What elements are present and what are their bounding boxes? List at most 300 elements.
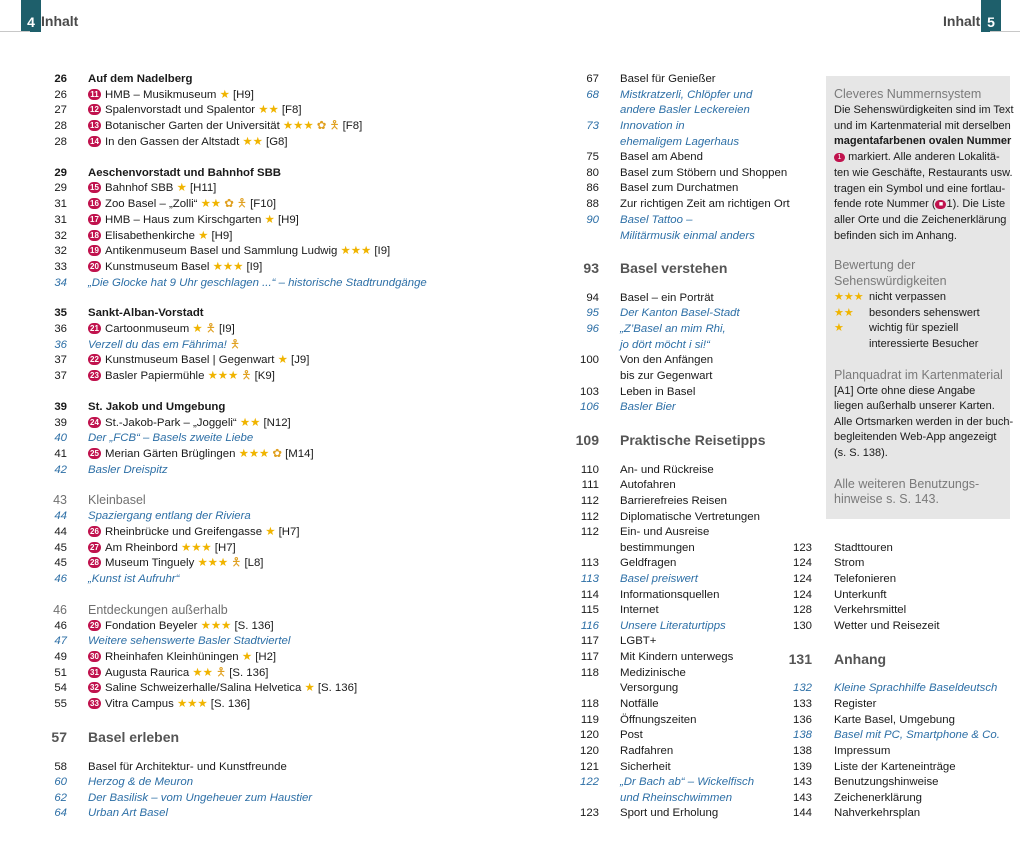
toc-page-number: 143 [792, 776, 812, 788]
toc-entry-title [834, 696, 876, 712]
toc-entry-title [88, 180, 216, 196]
toc-entry-title [620, 665, 686, 681]
toc-entry-label: Am Rheinbord [105, 542, 178, 554]
toc-entry-title [620, 212, 692, 228]
toc-page-number: 55 [54, 698, 67, 710]
toc-entry-title [88, 571, 179, 587]
toc-entry-title [620, 368, 712, 384]
toc-entry-label: Basel zum Durchatmen [620, 182, 739, 194]
toc-page-number: 143 [792, 792, 812, 804]
sight-number-badge: 16 [88, 198, 101, 209]
toc-entry-title [88, 633, 290, 649]
box-heading-rating: Bewertung der [834, 258, 916, 272]
toc-entry-title [620, 462, 714, 478]
sight-number-badge: 28 [88, 557, 101, 568]
toc-entry-label: Basel zum Stöbern und Shoppen [620, 167, 788, 179]
sight-number-badge: 18 [88, 230, 101, 241]
toc-entry-label: Leben in Basel [620, 386, 696, 398]
toc-entry-label: HMB – Musikmuseum [105, 89, 217, 101]
toc-page-number: 138 [792, 729, 812, 741]
toc-entry-label: Vitra Campus [105, 698, 174, 710]
toc-entry-title [620, 712, 696, 728]
toc-page-number: 37 [54, 370, 67, 382]
toc-entry-title [834, 712, 955, 728]
sight-number-badge: 17 [88, 214, 101, 225]
toc-entry-title [88, 665, 268, 681]
toc-entry-label: „Z’Basel an mim Rhi, [620, 323, 726, 335]
toc-entry-label: „Kunst ist Aufruhr“ [88, 573, 180, 585]
toc-entry-label: Unterkunft [834, 589, 887, 601]
toc-entry-title [88, 305, 204, 321]
toc-entry-label: Zoo Basel – „Zolli“ [105, 198, 198, 210]
toc-page-number: 114 [580, 589, 599, 601]
toc-page-number: 120 [579, 729, 599, 741]
category-icons: ✿ 🯅 [316, 120, 340, 132]
rating-stars: ★★★ [834, 291, 864, 303]
toc-entry-title [834, 727, 1000, 743]
toc-page-number: 80 [586, 167, 599, 179]
toc-entry-title [88, 102, 302, 118]
toc-entry-title [620, 743, 673, 759]
map-grid-reference: [H7] [278, 526, 300, 538]
category-icons: ✿ 🯅 [224, 198, 247, 210]
toc-entry-title [88, 524, 300, 540]
toc-entry-label: Basel preiswert [620, 573, 698, 585]
toc-entry-title [620, 540, 695, 556]
sight-number-badge: 22 [88, 354, 101, 365]
toc-entry-title [834, 555, 864, 571]
toc-entry-title [834, 651, 886, 669]
toc-entry-title [620, 290, 714, 306]
sight-number-badge: 33 [88, 698, 101, 709]
toc-entry-label: Benutzungshinweise [834, 776, 939, 788]
map-grid-reference: [L8] [244, 557, 264, 569]
toc-entry-title [834, 680, 997, 696]
toc-entry-label: Basel erleben [88, 729, 180, 745]
map-grid-reference: [I9] [374, 245, 391, 257]
toc-entry-label: Spaziergang entlang der Riviera [88, 510, 251, 522]
toc-entry-label: Botanischer Garten der Universität [105, 120, 280, 132]
toc-entry-title [88, 430, 253, 446]
toc-entry-label: Augusta Raurica [105, 667, 190, 679]
rating-stars: ★★ [192, 667, 213, 679]
sight-number-badge: 21 [88, 323, 101, 334]
toc-entry-title [88, 228, 232, 244]
toc-entry-label: HMB – Haus zum Kirschgarten [105, 214, 262, 226]
toc-entry-label: Fondation Beyeler [105, 620, 198, 632]
rating-stars: ★ [176, 182, 187, 194]
toc-entry-label: Weitere sehenswerte Basler Stadtviertel [88, 635, 291, 647]
toc-entry-title [620, 305, 740, 321]
toc-page-number: 112 [580, 495, 599, 507]
box-text-line [834, 197, 1005, 213]
toc-entry-label: Öffnungszeiten [620, 714, 697, 726]
toc-entry-label: und Rheinschwimmen [620, 792, 733, 804]
map-grid-reference: [H2] [255, 651, 277, 663]
toc-page-number: 47 [54, 635, 67, 647]
toc-entry-label: Wetter und Reisezeit [834, 620, 940, 632]
map-grid-reference: [N12] [263, 417, 291, 429]
toc-page-number: 39 [54, 401, 67, 413]
toc-entry-title [834, 759, 956, 775]
box-text-fragment: markiert. Alle anderen Lokalitä- [848, 151, 1000, 164]
toc-entry-label: Aeschenvorstadt und Bahnhof SBB [88, 167, 282, 179]
toc-entry-label: Nahverkehrsplan [834, 807, 921, 819]
sight-number-badge: 12 [88, 104, 101, 115]
toc-entry-title [88, 555, 263, 571]
toc-entry-label: Rheinhafen Kleinhüningen [105, 651, 239, 663]
toc-entry-label: Unsere Literaturtipps [620, 620, 726, 632]
toc-entry-label: Urban Art Basel [88, 807, 168, 819]
toc-entry-title [88, 696, 250, 712]
toc-page-number: 117 [580, 635, 599, 647]
toc-entry-label: Radfahren [620, 745, 674, 757]
toc-entry-label: „Die Glocke hat 9 Uhr geschlagen ...“ – historische Stadtrundgänge [88, 277, 427, 289]
toc-entry-label: Spalenvorstadt und Spalentor [105, 104, 256, 116]
toc-page-number: 45 [54, 542, 67, 554]
right-page-number: 5 [981, 0, 1001, 32]
toc-entry-title [620, 727, 643, 743]
toc-entry-title [620, 228, 755, 244]
toc-entry-title [620, 321, 726, 337]
toc-page-number: 122 [579, 776, 599, 788]
toc-entry-title [620, 87, 752, 103]
toc-entry-title [88, 508, 251, 524]
toc-page-number: 90 [586, 214, 599, 226]
toc-page-number: 118 [580, 667, 599, 679]
toc-entry-label: jo dört möcht i si!“ [620, 339, 710, 351]
sight-number-badge: 19 [88, 245, 101, 256]
toc-page-number: 119 [580, 714, 599, 726]
toc-page-number: 29 [54, 182, 67, 194]
toc-page-number: 26 [54, 89, 67, 101]
toc-entry-title [620, 555, 676, 571]
toc-entry-title [620, 260, 727, 278]
toc-entry-title [88, 462, 168, 478]
toc-entry-label: Saline Schweizerhalle/Salina Helvetica [105, 682, 302, 694]
toc-entry-title [88, 87, 254, 103]
toc-entry-title [620, 432, 766, 450]
toc-page-number: 139 [792, 761, 812, 773]
sight-number-badge: 20 [88, 261, 101, 272]
toc-page-number: 26 [54, 73, 67, 85]
box-heading-grid: Planquadrat im Kartenmaterial [834, 368, 1003, 382]
toc-entry-label: bis zur Gegenwart [620, 370, 713, 382]
toc-entry-title [620, 180, 738, 196]
toc-entry-title [88, 352, 309, 368]
rating-label: besonders sehenswert [869, 306, 980, 319]
map-grid-reference: [S. 136] [229, 667, 269, 679]
toc-page-number: 128 [792, 604, 812, 616]
map-grid-reference: [F8] [342, 120, 363, 132]
toc-entry-title [620, 384, 695, 400]
rating-stars: ★ [265, 526, 276, 538]
toc-page-number: 121 [579, 761, 599, 773]
toc-entry-label: Kleinbasel [88, 493, 146, 507]
toc-page-number: 115 [580, 604, 599, 616]
map-grid-reference: [J9] [291, 354, 310, 366]
toc-page-number: 28 [54, 120, 67, 132]
sight-number-badge: 23 [88, 370, 101, 381]
toc-page-number: 136 [792, 714, 812, 726]
toc-page-number: 28 [54, 136, 67, 148]
toc-entry-title [620, 102, 750, 118]
toc-entry-label: Zur richtigen Zeit am richtigen Ort [620, 198, 790, 210]
map-grid-reference: [S. 136] [210, 698, 251, 710]
toc-entry-title [620, 165, 787, 181]
toc-entry-label: Der Kanton Basel-Stadt [620, 307, 740, 319]
toc-entry-label: Ein- und Ausreise [620, 526, 710, 538]
toc-entry-label: Autofahren [620, 479, 676, 491]
category-icons: 🯅 [241, 370, 252, 382]
toc-entry-label: Mit Kindern unterwegs [620, 651, 734, 663]
toc-page-number: 57 [51, 729, 67, 745]
toc-entry-title [88, 446, 314, 462]
toc-entry-title [834, 618, 940, 634]
toc-entry-title [88, 729, 179, 747]
toc-page-number: 116 [580, 620, 599, 632]
toc-page-number: 54 [54, 682, 67, 694]
toc-page-number: 33 [54, 261, 67, 273]
toc-entry-label: An- und Rückreise [620, 464, 714, 476]
sight-number-badge: 31 [88, 667, 101, 678]
toc-entry-title [88, 259, 262, 275]
toc-entry-title [620, 649, 733, 665]
toc-entry-label: Karte Basel, Umgebung [834, 714, 955, 726]
toc-entry-label: „Dr Bach ab“ – Wickelfisch [620, 776, 755, 788]
rating-stars: ★★★ [197, 557, 229, 569]
toc-entry-title [834, 805, 920, 821]
toc-entry-title [620, 149, 703, 165]
toc-page-number: 35 [54, 307, 67, 319]
toc-page-number: 46 [54, 573, 67, 585]
toc-entry-label: bestimmungen [620, 542, 695, 554]
category-icons: 🯅 [231, 557, 242, 569]
toc-entry-title [88, 649, 276, 665]
toc-page-number: 123 [579, 807, 599, 819]
toc-entry-title [834, 540, 893, 556]
toc-entry-title [88, 337, 240, 353]
toc-page-number: 124 [792, 557, 812, 569]
left-page-header [0, 0, 200, 32]
map-grid-reference: [F10] [250, 198, 277, 210]
toc-entry-title [88, 805, 168, 821]
box-heading-more: hinweise s. S. 143. [834, 492, 939, 506]
toc-entry-label: Notfälle [620, 698, 659, 710]
toc-entry-title [88, 118, 362, 134]
toc-entry-label: St. Jakob und Umgebung [88, 401, 226, 413]
toc-entry-label: Sicherheit [620, 761, 671, 773]
sight-number-badge: 11 [88, 89, 101, 100]
toc-entry-title [88, 243, 390, 259]
rating-stars: ★★ [834, 306, 854, 319]
toc-entry-title [620, 337, 710, 353]
toc-page-number: 44 [54, 510, 67, 522]
toc-entry-title [620, 477, 676, 493]
toc-entry-label: Militärmusik einmal anders [620, 230, 755, 242]
map-grid-reference: [H11] [189, 182, 217, 194]
toc-entry-title [88, 759, 287, 775]
toc-page-number: 31 [54, 214, 67, 226]
toc-entry-title [88, 540, 236, 556]
toc-entry-title [620, 399, 676, 415]
toc-entry-label: Post [620, 729, 643, 741]
toc-page-number: 44 [54, 526, 67, 538]
map-grid-reference: [S. 136] [317, 682, 358, 694]
toc-page-number: 100 [579, 354, 599, 366]
box-text-line: liegen außerhalb unserer Karten. [834, 400, 995, 412]
toc-entry-title [620, 509, 760, 525]
box-heading-rating: Sehenswürdigkeiten [834, 274, 947, 288]
toc-entry-title [620, 587, 719, 603]
toc-entry-title [620, 805, 718, 821]
toc-entry-label: Elisabethenkirche [105, 230, 195, 242]
toc-entry-label: Liste der Karteneinträge [834, 761, 956, 773]
toc-entry-title [620, 602, 659, 618]
toc-entry-label: Basler Papiermühle [105, 370, 205, 382]
toc-entry-label: Basel mit PC, Smartphone & Co. [834, 729, 1000, 741]
sight-number-badge: 27 [88, 542, 101, 553]
rating-label: interessierte Besucher [869, 338, 979, 351]
toc-entry-label: Kunstmuseum Basel | Gegenwart [105, 354, 275, 366]
toc-entry-label: Telefonieren [834, 573, 897, 585]
rating-stars: ★ [198, 230, 209, 242]
sight-number-badge: 24 [88, 417, 101, 428]
box-text-line: begleitenden Web-App angezeigt [834, 431, 997, 444]
box-text-line: magentafarbenen ovalen Nummer [834, 135, 1012, 148]
left-page-number: 4 [21, 0, 41, 32]
toc-page-number: 37 [54, 354, 67, 366]
toc-entry-label: ehemaligem Lagerhaus [620, 136, 740, 148]
toc-entry-label: St.-Jakob-Park – „Joggeli“ [105, 417, 237, 429]
toc-page-number: 31 [54, 198, 67, 210]
toc-page-number: 64 [54, 807, 67, 819]
toc-entry-label: Innovation in [620, 120, 685, 132]
toc-entry-title [620, 571, 698, 587]
toc-page-number: 133 [792, 698, 812, 710]
toc-page-number: 40 [54, 432, 67, 444]
sight-number-badge: 1 [834, 153, 845, 162]
rating-stars: ★★★ [282, 120, 314, 132]
toc-entry-label: Versorgung [620, 682, 679, 694]
map-grid-reference: [I9] [246, 261, 263, 273]
map-grid-reference: [H9] [211, 230, 233, 242]
toc-entry-title [834, 602, 906, 618]
box-text-line: Alle Ortsmarken werden in der buch- [834, 415, 1014, 428]
toc-entry-label: Entdeckungen außerhalb [88, 603, 228, 617]
box-text-line: ten wie Geschäfte, Restaurants usw. [834, 166, 1013, 179]
rating-stars: ★ [834, 322, 844, 335]
toc-page-number: 43 [53, 493, 67, 507]
map-grid-reference: [I9] [218, 323, 235, 335]
toc-entry-label: Register [834, 698, 877, 710]
toc-entry-title [88, 71, 192, 87]
toc-entry-title [834, 790, 922, 806]
rating-stars: ★ [241, 651, 253, 663]
category-icons: 🯅 [230, 339, 241, 351]
toc-entry-label: Anhang [834, 651, 887, 667]
toc-entry-label: Praktische Reisetipps [620, 432, 766, 448]
rating-stars: ★★ [239, 417, 261, 429]
toc-page-number: 32 [54, 230, 67, 242]
toc-entry-label: Basel Tattoo – [620, 214, 693, 226]
toc-entry-label: Sankt-Alban-Vorstadt [88, 307, 204, 319]
toc-page-number: 49 [54, 651, 67, 663]
toc-page-number: 67 [586, 73, 599, 85]
toc-entry-title [88, 321, 235, 337]
toc-entry-title [88, 165, 281, 181]
map-grid-reference: [G8] [266, 136, 288, 148]
sight-number-badge: 32 [88, 682, 101, 693]
toc-entry-title [620, 71, 716, 87]
toc-entry-label: Zeichenerklärung [834, 792, 923, 804]
right-page-title: Inhalt [943, 13, 981, 29]
box-text-line [834, 384, 975, 400]
toc-page-number: 60 [54, 776, 67, 788]
toc-entry-title [620, 633, 656, 649]
toc-page-number: 138 [792, 745, 812, 757]
toc-page-number: 62 [54, 792, 67, 804]
toc-page-number: 73 [586, 120, 599, 132]
toc-page-number: 118 [580, 698, 599, 710]
box-text-fragment: fende rote Nummer ( [834, 198, 936, 211]
toc-entry-label: Von den Anfängen [620, 354, 714, 366]
box-text-fragment: 1). Die Liste [946, 198, 1006, 211]
toc-entry-label: Kunstmuseum Basel [105, 261, 210, 273]
rating-stars: ★★★ [207, 370, 239, 382]
map-grid-reference: [H9] [277, 214, 299, 226]
toc-entry-title [88, 212, 299, 228]
map-grid-reference: [M14] [285, 448, 314, 460]
toc-entry-label: Medizinische [620, 667, 686, 679]
toc-page-number: 51 [54, 667, 67, 679]
toc-page-number: 109 [575, 432, 599, 448]
sight-number-badge: 30 [88, 651, 101, 662]
toc-entry-label: Basler Bier [620, 401, 676, 413]
map-grid-reference: [K9] [254, 370, 275, 382]
toc-entry-title [620, 352, 713, 368]
toc-entry-label: Geldfragen [620, 557, 677, 569]
rating-stars: ★ [192, 323, 203, 335]
right-header-rule [990, 31, 1020, 32]
toc-page-number: 42 [54, 464, 67, 476]
toc-page-number: 27 [54, 104, 67, 116]
toc-entry-title [620, 196, 790, 212]
grid-code: [A1] [834, 385, 854, 397]
toc-page-number: 32 [54, 245, 67, 257]
toc-page-number: 111 [581, 479, 599, 491]
box-heading-numbering: Cleveres Nummernsystem [834, 87, 982, 101]
box-text-line [834, 150, 1000, 166]
toc-entry-label: Antikenmuseum Basel und Sammlung Ludwig [105, 245, 338, 257]
toc-entry-title [620, 493, 727, 509]
sight-number-badge: 25 [88, 448, 101, 459]
rating-stars: ★ [264, 214, 275, 226]
box-text-line: Die Sehenswürdigkeiten sind im Text [834, 104, 1014, 116]
toc-page-number: 96 [586, 323, 599, 335]
toc-entry-title [834, 743, 890, 759]
toc-page-number: 39 [54, 417, 67, 429]
box-text-fragment: Orte ohne diese Angabe [856, 385, 976, 397]
toc-entry-title [620, 759, 671, 775]
toc-entry-title [620, 680, 678, 696]
toc-entry-label: Kleine Sprachhilfe Baseldeutsch [834, 682, 998, 694]
toc-entry-label: Merian Gärten Brüglingen [105, 448, 236, 460]
toc-page-number: 29 [54, 167, 67, 179]
rating-stars: ★★ [242, 136, 263, 148]
toc-entry-title [620, 696, 659, 712]
toc-page-number: 58 [54, 761, 67, 773]
